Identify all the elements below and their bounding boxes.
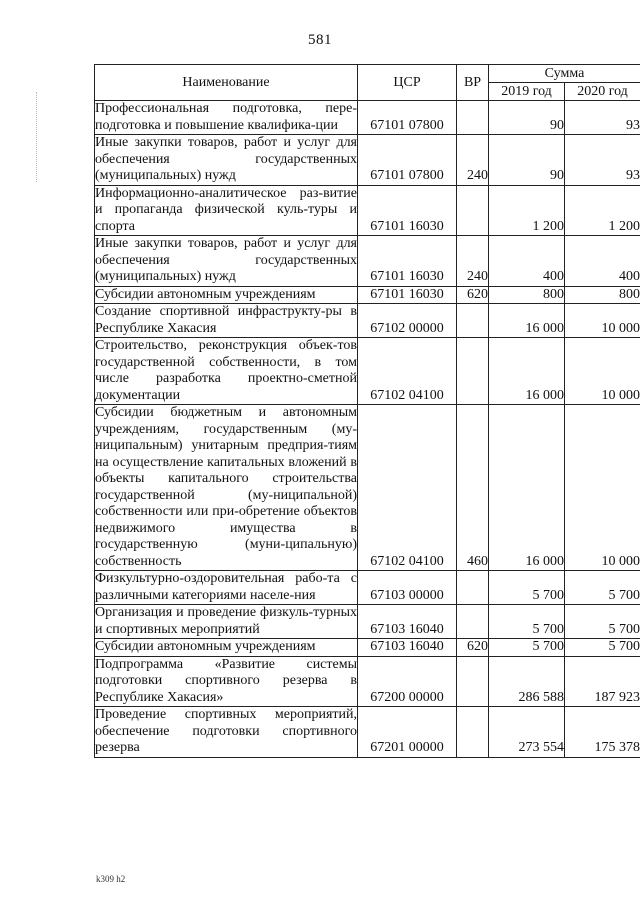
row-sum-2020-cell: 10 000 [565,405,640,571]
row-vr-cell: 240 [457,236,489,287]
row-sum-2020-cell: 93 [565,135,640,186]
row-sum-2020-cell: 5 700 [565,571,640,605]
table-row [95,656,640,707]
row-name-cell: Иные закупки товаров, работ и услуг для обеспечения государственных (муниципальных) нужд [95,135,357,183]
row-name-cell: Профессиональная подготовка, пере-подготовка и повышение квалифика-ции [95,101,357,133]
row-sum-2020-cell: 187 923 [565,656,640,707]
row-vr-cell: 620 [457,286,489,304]
row-vr-cell [457,338,489,405]
row-name-cell: Физкультурно-оздоровительная рабо-та с различными категориями населе-ния [95,571,357,603]
row-csr-cell: 67200 00000 [358,656,457,707]
table-row [95,405,640,571]
row-sum-2019-cell: 286 588 [489,656,565,707]
table-row [95,571,640,605]
footer-code: k309 h2 [96,874,126,884]
table-row [95,286,640,304]
row-sum-2019-cell: 5 700 [489,639,565,657]
row-csr-cell: 67101 16030 [358,286,457,304]
row-csr-cell: 67201 00000 [358,707,457,758]
row-vr-cell [457,101,489,135]
row-sum-2019-cell: 273 554 [489,707,565,758]
row-sum-2019-cell: 16 000 [489,405,565,571]
row-vr-cell: 460 [457,405,489,571]
row-csr-cell: 67101 07800 [358,101,457,135]
table-row [95,101,640,135]
row-csr-cell: 67102 04100 [358,338,457,405]
row-sum-2020-cell: 10 000 [565,304,640,338]
margin-dotted-mark [36,92,39,182]
row-sum-2020-cell: 400 [565,236,640,287]
header-csr: ЦСР [358,65,457,101]
row-sum-2020-cell: 5 700 [565,639,640,657]
table-row [95,639,640,657]
table-row [95,236,640,287]
row-csr-cell: 67103 16040 [358,639,457,657]
row-csr-cell: 67103 16040 [358,605,457,639]
row-name-cell: Субсидии автономным учреждениям [95,639,358,657]
row-csr-cell: 67101 16030 [358,236,457,287]
row-csr-cell: 67102 00000 [358,304,457,338]
row-sum-2019-cell: 5 700 [489,571,565,605]
header-year-2019: 2019 год [489,83,565,101]
row-csr-cell: 67103 00000 [358,571,457,605]
row-vr-cell [457,185,489,236]
row-name-cell: Организация и проведение физкуль-турных и спортивных мероприятий [95,605,357,637]
row-sum-2020-cell: 93 [565,101,640,135]
row-vr-cell: 620 [457,639,489,657]
row-name-cell: Субсидии бюджетным и автономным учреждениям, государственным (му-ниципальным) унитарным предприя-тиям на осуществление капитальных вложений в объекты капитального строительства государственной (му-ниципальной) собственности или при-обретение объектов недвижимого имущества в государственную (муни-ципальную) собственность [95,405,357,569]
row-vr-cell: 240 [457,135,489,186]
row-sum-2019-cell: 16 000 [489,304,565,338]
row-vr-cell [457,707,489,758]
row-sum-2020-cell: 1 200 [565,185,640,236]
row-csr-cell: 67101 07800 [358,135,457,186]
row-name-cell: Информационно-аналитическое раз-витие и пропаганда физической куль-туры и спорта [95,185,357,234]
row-csr-cell: 67102 04100 [358,405,457,571]
row-sum-2019-cell: 90 [489,101,565,135]
row-name-cell: Проведение спортивных мероприятий, обеспечение подготовки спортивного резерва [95,707,357,755]
row-name-cell: Подпрограмма «Развитие системы подготовки спортивного резерва в Республике Хакасия» [95,656,357,705]
row-sum-2019-cell: 5 700 [489,605,565,639]
table-row [95,707,640,758]
table-row [95,338,640,405]
row-name-cell: Субсидии автономным учреждениям [95,286,358,304]
row-sum-2019-cell: 400 [489,236,565,287]
row-vr-cell [457,571,489,605]
row-sum-2019-cell: 1 200 [489,185,565,236]
row-sum-2020-cell: 800 [565,286,640,304]
row-sum-2020-cell: 175 378 [565,707,640,758]
header-year-2020: 2020 год [565,83,640,101]
row-csr-cell: 67101 16030 [358,185,457,236]
budget-table [94,64,640,758]
table-body [95,101,640,758]
header-sum: Сумма [489,65,640,83]
row-name-cell: Создание спортивной инфраструкту-ры в Республике Хакасия [95,304,357,336]
table-row [95,135,640,186]
row-sum-2019-cell: 90 [489,135,565,186]
row-sum-2020-cell: 10 000 [565,338,640,405]
row-vr-cell [457,656,489,707]
row-vr-cell [457,605,489,639]
row-name-cell: Иные закупки товаров, работ и услуг для обеспечения государственных (муниципальных) нужд [95,236,357,284]
table-row [95,304,640,338]
row-sum-2020-cell: 5 700 [565,605,640,639]
table-header-row [95,65,640,83]
row-name-cell: Строительство, реконструкция объек-тов государственной собственности, в том числе разработка проектно-сметной документации [95,338,357,403]
table-row [95,185,640,236]
header-vr: ВР [457,65,489,101]
row-sum-2019-cell: 800 [489,286,565,304]
page-number: 581 [308,32,332,48]
row-sum-2019-cell: 16 000 [489,338,565,405]
table-row [95,605,640,639]
header-name: Наименование [95,65,358,101]
row-vr-cell [457,304,489,338]
